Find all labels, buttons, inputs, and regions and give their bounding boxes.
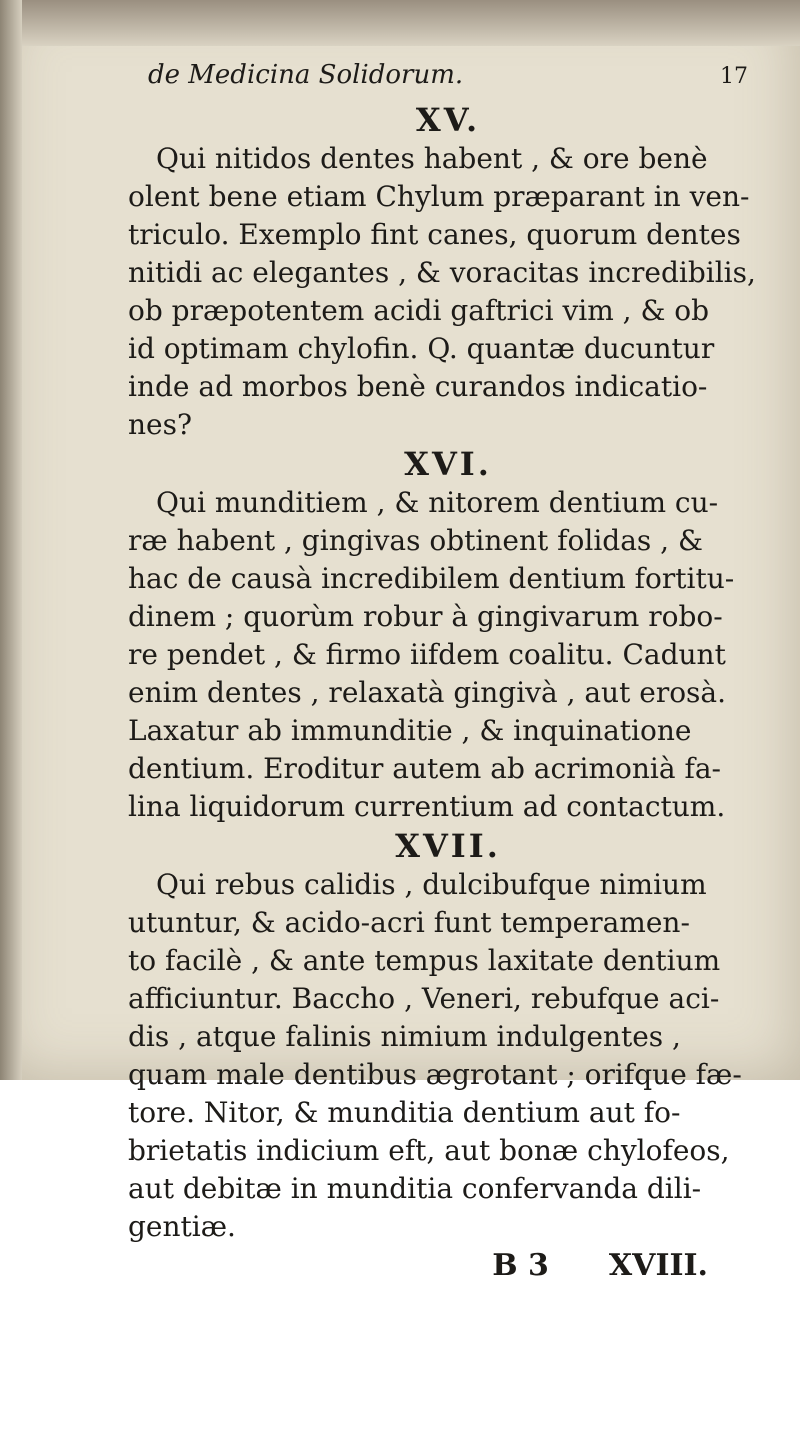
text-line: aut debitæ in munditia confervanda dili- [128,1172,702,1205]
text-line: hac de causà incredibilem dentium fortitu- [128,562,735,595]
catchline [128,1246,768,1286]
text-block [128,60,768,1286]
text-line: Qui rebus calidis , dulcibufque nimium [156,868,707,901]
running-head [128,60,768,100]
text-line: tore. Nitor, & munditia dentium aut fo- [128,1096,681,1129]
text-line: Laxatur ab immunditie , & inquinatione [128,714,692,747]
section-number: XV. [415,101,481,139]
text-line: Qui nitidos dentes habent , & ore benè [156,142,708,175]
section-number: XVI. [404,445,492,483]
text-line: dentium. Eroditur autem ab acrimonià fa- [128,752,721,785]
text-line: nitidi ac elegantes , & voracitas incredibilis, [128,256,756,289]
signature-mark: B 3 [492,1248,549,1283]
text-line: afficiuntur. Baccho , Veneri, rebufque aci- [128,982,720,1015]
text-line: dis , atque falinis nimium indulgentes , [128,1020,681,1053]
page-number: 17 [720,64,748,89]
text-line: lina liquidorum currentium ad contactum. [128,790,726,823]
catchword: XVIII. [608,1248,708,1283]
text-line: Qui munditiem , & nitorem dentium cu- [156,486,719,519]
text-line: enim dentes , relaxatà gingivà , aut erosà. [128,676,727,709]
text-line: nes? [128,408,192,441]
text-line: gentiæ. [128,1210,236,1243]
text-line: inde ad morbos benè curandos indicatio- [128,370,708,403]
text-line: triculo. Exemplo fint canes, quorum dentes [128,218,741,251]
text-line: ræ habent , gingivas obtinent folidas , & [128,524,703,557]
paragraph [128,866,768,1246]
paragraph [128,484,768,826]
running-head-title: de Medicina Solidorum. [148,60,464,90]
text-line: re pendet , & firmo iifdem coalitu. Cadunt [128,638,726,671]
text-line: utuntur, & acido-acri funt temperamen- [128,906,690,939]
text-line: dinem ; quorùm robur à gingivarum robo- [128,600,723,633]
page-edge-left [0,0,22,1080]
section-number: XVII. [395,827,501,865]
text-line: ob præpotentem acidi gaftrici vim , & ob [128,294,710,327]
page-edge-top [0,0,800,46]
text-line: brietatis indicium eft, aut bonæ chylofeos, [128,1134,730,1167]
text-line: to facilè , & ante tempus laxitate dentium [128,944,721,977]
text-line: olent bene etiam Chylum præparant in ven- [128,180,750,213]
paragraph [128,140,768,444]
text-line: quam male dentibus ægrotant ; orifque fæ- [128,1058,742,1091]
text-line: id optimam chylofin. Q. quantæ ducuntur [128,332,715,365]
